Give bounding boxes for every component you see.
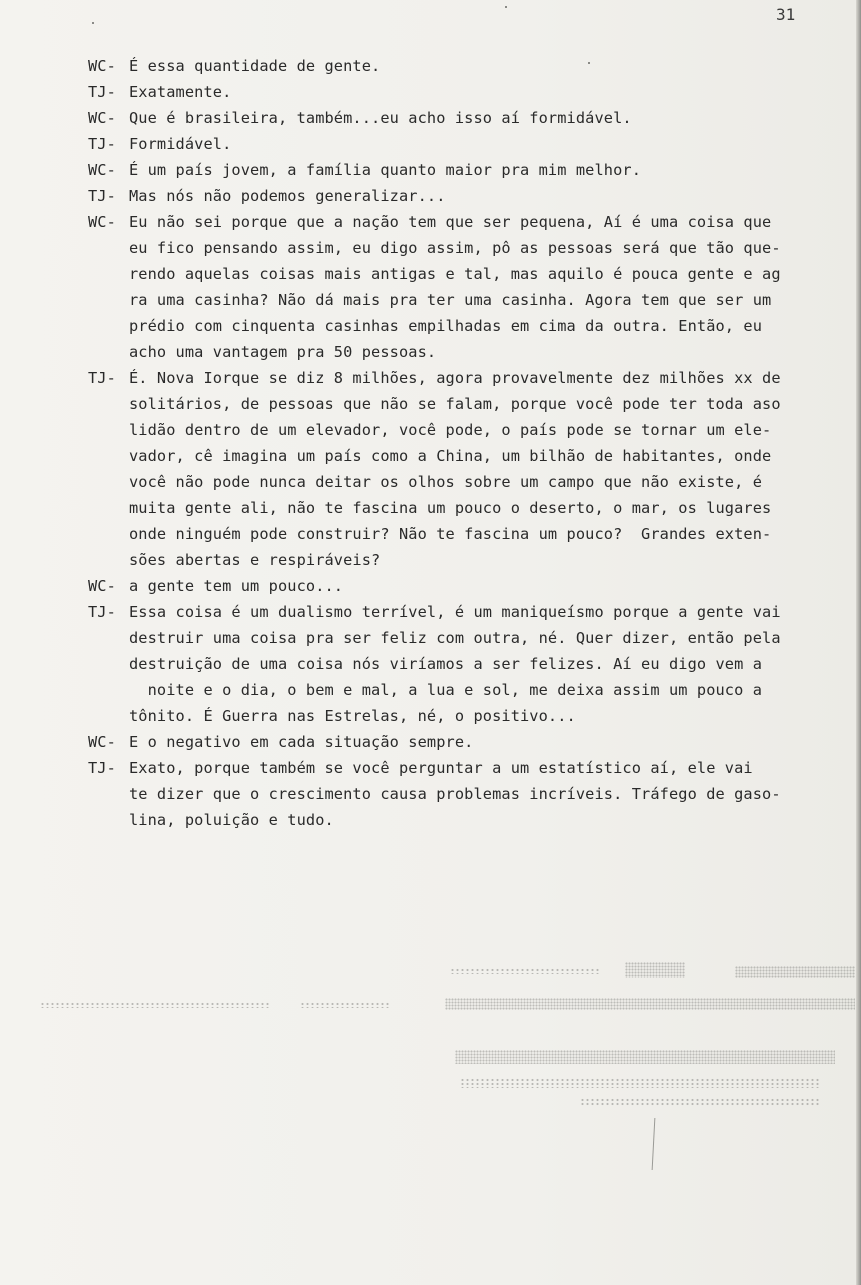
text-line: É essa quantidade de gente. <box>129 57 381 75</box>
ink-dot <box>588 62 590 64</box>
dialogue-entry <box>88 599 858 677</box>
text-line: solitários, de pessoas que não se falam, porque você pode ter toda aso <box>129 395 781 413</box>
speaker-label: WC- <box>88 733 116 751</box>
text-line: E o negativo em cada situação sempre. <box>129 733 474 751</box>
speaker-label: TJ- <box>88 603 116 621</box>
utterance <box>129 573 858 599</box>
page-number: 31 <box>776 5 796 24</box>
text-line: noite e o dia, o bem e mal, a lua e sol, me deixa assim um pouco a <box>129 681 763 699</box>
dialogue-entry <box>88 365 858 573</box>
text-line: vador, cê imagina um país como a China, um bilhão de habitantes, onde <box>129 447 772 465</box>
dialogue-entry <box>88 573 858 599</box>
utterance <box>129 729 858 755</box>
text-line: eu fico pensando assim, eu digo assim, pô as pessoas será que tão que- <box>129 239 781 257</box>
text-line: Formidável. <box>129 135 232 153</box>
stray-pen-mark <box>652 1118 656 1170</box>
dialogue-entry <box>88 157 858 183</box>
interview-transcript <box>88 53 858 833</box>
text-line: É um país jovem, a família quanto maior pra mim melhor. <box>129 161 642 179</box>
text-line: te dizer que o crescimento causa problemas incríveis. Tráfego de gaso- <box>129 785 781 803</box>
utterance <box>129 131 858 157</box>
text-line: destruição de uma coisa nós viríamos a ser felizes. Aí eu digo vem a <box>129 655 763 673</box>
speaker-label: TJ- <box>88 759 116 777</box>
utterance <box>129 53 858 79</box>
speaker-label: TJ- <box>88 369 116 387</box>
speaker-label: WC- <box>88 161 116 179</box>
text-line: prédio com cinquenta casinhas empilhadas em cima da outra. Então, eu <box>129 317 763 335</box>
text-line: lidão dentro de um elevador, você pode, o país pode se tornar um ele- <box>129 421 772 439</box>
speaker-label: TJ- <box>88 135 116 153</box>
ink-dot <box>92 22 94 24</box>
text-line: Essa coisa é um dualismo terrível, é um maniqueísmo porque a gente vai <box>129 603 781 621</box>
dialogue-entry <box>88 729 858 755</box>
speaker-label: TJ- <box>88 83 116 101</box>
print-bleed-speckle <box>625 962 685 978</box>
print-bleed-speckle <box>580 1098 820 1106</box>
dialogue-entry <box>88 677 858 729</box>
dialogue-entry <box>88 209 858 365</box>
text-line: Exato, porque também se você perguntar a um estatístico aí, ele vai <box>129 759 753 777</box>
text-line: Mas nós não podemos generalizar... <box>129 187 446 205</box>
text-line: acho uma vantagem pra 50 pessoas. <box>129 343 437 361</box>
print-bleed-speckle <box>455 1050 835 1064</box>
utterance <box>129 755 858 833</box>
text-line: Eu não sei porque que a nação tem que ser pequena, Aí é uma coisa que <box>129 213 772 231</box>
print-bleed-speckle <box>300 1002 390 1008</box>
print-bleed-speckle <box>735 966 855 978</box>
text-line: sões abertas e respiráveis? <box>129 551 381 569</box>
utterance <box>129 209 858 365</box>
text-line: rendo aquelas coisas mais antigas e tal, mas aquilo é pouca gente e ag <box>129 265 781 283</box>
text-line: lina, poluição e tudo. <box>129 811 334 829</box>
speaker-label <box>88 677 129 729</box>
speaker-label: WC- <box>88 213 116 231</box>
speaker-label: WC- <box>88 577 116 595</box>
text-line: Exatamente. <box>129 83 232 101</box>
utterance <box>129 365 858 573</box>
dialogue-entry <box>88 755 858 833</box>
utterance <box>129 157 858 183</box>
text-line: ra uma casinha? Não dá mais pra ter uma casinha. Agora tem que ser um <box>129 291 772 309</box>
text-line: É. Nova Iorque se diz 8 milhões, agora provavelmente dez milhões xx de <box>129 369 781 387</box>
print-bleed-speckle <box>450 968 600 974</box>
dialogue-entry <box>88 183 858 209</box>
text-line: você não pode nunca deitar os olhos sobre um campo que não existe, é <box>129 473 763 491</box>
text-line: destruir uma coisa pra ser feliz com outra, né. Quer dizer, então pela <box>129 629 781 647</box>
text-line: tônito. É Guerra nas Estrelas, né, o positivo... <box>129 707 576 725</box>
utterance <box>129 105 858 131</box>
utterance <box>129 79 858 105</box>
text-line: a gente tem um pouco... <box>129 577 344 595</box>
speaker-label: WC- <box>88 57 116 75</box>
text-line: Que é brasileira, também...eu acho isso aí formidável. <box>129 109 632 127</box>
utterance <box>129 183 858 209</box>
utterance <box>129 677 858 729</box>
ink-dot <box>505 6 507 8</box>
utterance <box>129 599 858 677</box>
dialogue-entry <box>88 53 858 79</box>
dialogue-entry <box>88 105 858 131</box>
speaker-label: TJ- <box>88 187 116 205</box>
print-bleed-speckle <box>460 1078 820 1088</box>
dialogue-entry <box>88 79 858 105</box>
dialogue-entry <box>88 131 858 157</box>
print-bleed-speckle <box>40 1002 270 1008</box>
speaker-label: WC- <box>88 109 116 127</box>
text-line: muita gente ali, não te fascina um pouco o deserto, o mar, os lugares <box>129 499 772 517</box>
text-line: onde ninguém pode construir? Não te fascina um pouco? Grandes exten- <box>129 525 772 543</box>
print-bleed-speckle <box>445 998 855 1010</box>
